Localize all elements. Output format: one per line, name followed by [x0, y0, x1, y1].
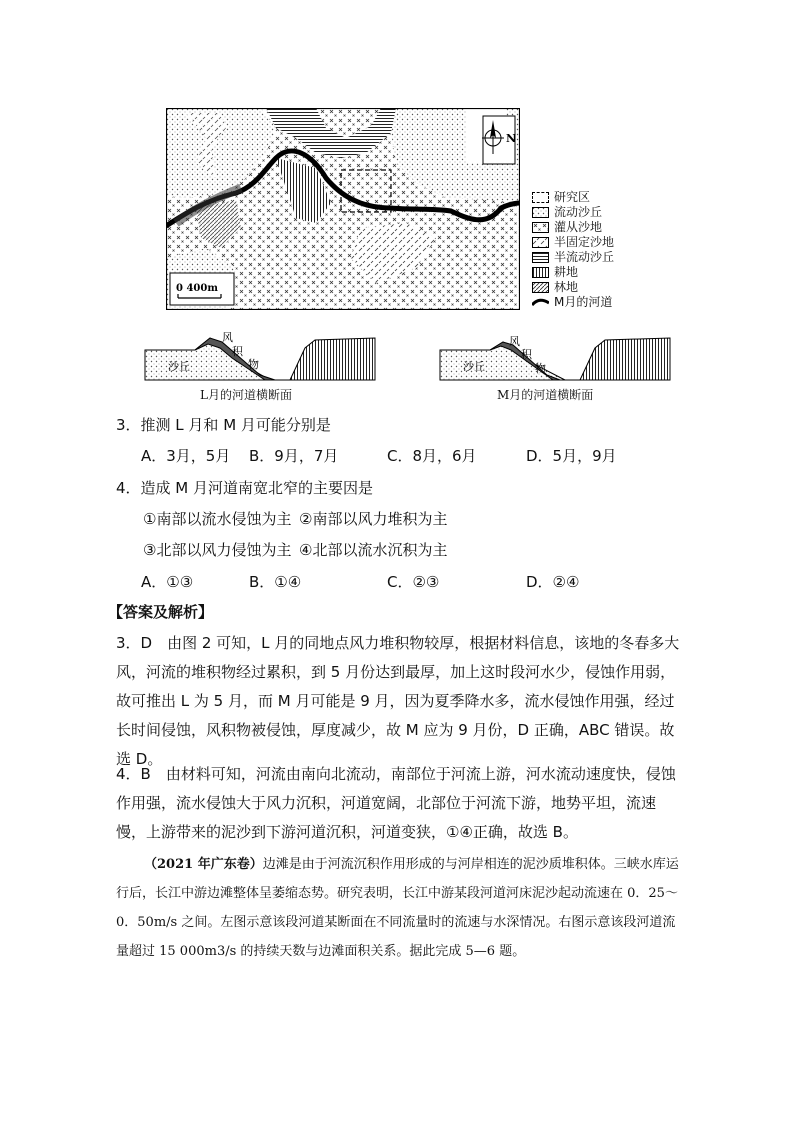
q4-item-3: ③北部以风力侵蚀为主: [143, 541, 292, 559]
answer-3-text: 3．D 由图 2 可知，L 月的同地点风力堆积物较厚，根据材料信息，该地的冬春多大风，河流的堆积物经过累积，到 5 月份达到最厚，加上这时段河水少，侵蚀作用弱，故可推出 L 为 5 月，而 M 月可能是 9 月，因为夏季降水多，流水侵蚀作用强，经过长时间侵蚀，风积物被侵蚀，厚度减少，故 M 应为 9 月份，D 正确，ABC 错误。故选 D。: [116, 634, 680, 768]
map-figure: [166, 108, 520, 310]
q3-option-a[interactable]: A．3月，5月: [141, 447, 231, 465]
q4-item-4: ④北部以流水沉积为主: [299, 541, 448, 559]
legend-item-channel: M月的河道: [532, 295, 612, 310]
answer-header: 【答案及解析】: [108, 603, 214, 621]
legend-item-forest: 林地: [532, 280, 578, 295]
caption-l: L月的河道横断面: [200, 388, 292, 402]
question-3-stem: 3．推测 L 月和 M 月可能分别是: [116, 416, 331, 434]
cross-section-l: [140, 330, 380, 406]
north-label: N: [506, 132, 517, 145]
map-legend: [532, 190, 642, 315]
q4-option-a[interactable]: A．①③: [141, 573, 194, 591]
q3-option-d[interactable]: D．5月，9月: [526, 447, 617, 465]
cross-section-m: [435, 330, 675, 406]
material-text: 边滩是由于河流沉积作用形成的与河岸相连的泥沙质堆积体。三峡水库运行后，长江中游边滩整体呈萎缩态势。研究表明，长江中游某段河道河床泥沙起动流速在 0．25～0．50m/s 之间。左图示意该段河道某断面在不同流量时的流速与水深情况。右图示意该段河道流量超过 15 000m3/s 的持续天数与边滩面积关系。据此完成 5—6 题。: [116, 857, 679, 959]
q4-item-2: ②南部以风力堆积为主: [299, 510, 448, 528]
q3-option-b[interactable]: B．9月，7月: [249, 447, 339, 465]
legend-item-semimobile: 半流动沙丘: [532, 250, 614, 265]
material-source: （2021 年广东卷）: [144, 857, 263, 872]
question-4-stem: 4．造成 M 月河道南宽北窄的主要因是: [116, 479, 374, 497]
legend-item-semifixed: 半固定沙地: [532, 235, 614, 250]
q4-option-b[interactable]: B．①④: [249, 573, 302, 591]
aeolian-label-3: 物: [248, 358, 259, 371]
answer-4-text: 4．B 由材料可知，河流由南向北流动，南部位于河流上游，河水流动速度快，侵蚀作用强，流水侵蚀大于风力沉积，河道宽阔，北部位于河流下游，地势平坦，流速慢，上游带来的泥沙到下游河道沉积，河道变狭，①④正确，故选 B。: [116, 765, 676, 841]
aeolian-label-1: 风: [509, 335, 520, 348]
legend-item-mobile: 流动沙丘: [532, 205, 602, 220]
aeolian-label-1: 风: [222, 331, 233, 344]
legend-item-farm: 耕地: [532, 265, 578, 280]
aeolian-label-2: 积: [232, 345, 243, 358]
legend-item-shrub: 灌从沙地: [532, 220, 602, 235]
material-paragraph: [116, 850, 681, 966]
dune-label: 沙丘: [168, 360, 190, 373]
legend-item-study: 研究区: [532, 190, 590, 205]
land-cover-map: [166, 108, 520, 310]
aeolian-label-2: 积: [521, 348, 532, 361]
aeolian-label-3: 物: [535, 362, 546, 375]
q3-option-c[interactable]: C．8月，6月: [387, 447, 477, 465]
caption-m: M月的河道横断面: [497, 388, 594, 402]
scale-label: 0 400m: [176, 283, 218, 294]
q4-option-d[interactable]: D．②④: [526, 573, 580, 591]
q4-item-1: ①南部以流水侵蚀为主: [143, 510, 292, 528]
dune-label: 沙丘: [463, 360, 485, 373]
q4-option-c[interactable]: C．②③: [387, 573, 440, 591]
